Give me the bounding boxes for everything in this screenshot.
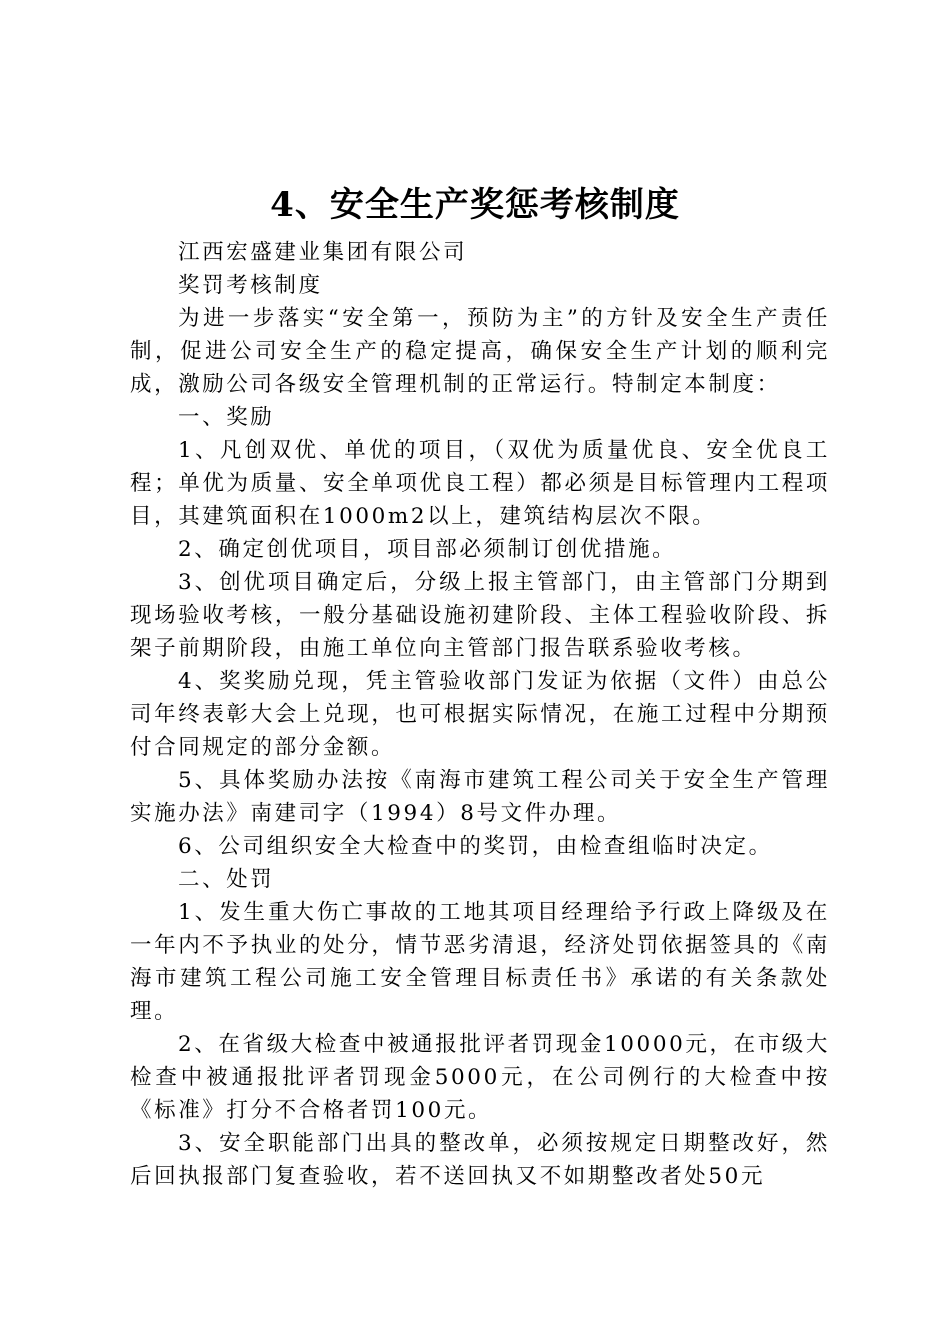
document-title: 4、安全生产奖惩考核制度 [270, 185, 680, 225]
company-name: 江西宏盛建业集团有限公司 [178, 240, 468, 265]
section-heading-rewards: 一、奖励 [178, 405, 275, 430]
reward-item-2: 2、确定创优项目，项目部必须制订创优措施。 [178, 537, 677, 562]
document-body [130, 236, 830, 1193]
penalty-item-3: 3、安全职能部门出具的整改单，必须按规定日期整改好，然后回执报部门复查验收，若不送回执又不如期整改者处50元 [130, 1131, 830, 1189]
reward-item-5: 5、具体奖励办法按《南海市建筑工程公司关于安全生产管理实施办法》南建司字（1994）8号文件办理。 [130, 768, 830, 826]
penalty-item-1: 1、发生重大伤亡事故的工地其项目经理给予行政上降级及在一年内不予执业的处分，情节恶劣清退，经济处罚依据签具的《南海市建筑工程公司施工安全管理目标责任书》承诺的有关条款处理。 [130, 900, 830, 1024]
intro-paragraph: 为进一步落实“安全第一，预防为主”的方针及安全生产责任制，促进公司安全生产的稳定提高，确保安全生产计划的顺利完成，激励公司各级安全管理机制的正常运行。特制定本制度： [130, 306, 830, 397]
reward-item-6: 6、公司组织安全大检查中的奖罚，由检查组临时决定。 [178, 834, 773, 859]
penalty-item-2: 2、在省级大检查中被通报批评者罚现金10000元，在市级大检查中被通报批评者罚现金5000元，在公司例行的大检查中按《标准》打分不合格者罚100元。 [130, 1032, 830, 1123]
regulation-name: 奖罚考核制度 [178, 273, 323, 298]
reward-item-1: 1、凡创双优、单优的项目，（双优为质量优良、安全优良工程；单优为质量、安全单项优良工程）都必须是目标管理内工程项目，其建筑面积在1000m2以上，建筑结构层次不限。 [130, 438, 830, 529]
reward-item-4: 4、奖奖励兑现，凭主管验收部门发证为依据（文件）由总公司年终表彰大会上兑现，也可根据实际情况，在施工过程中分期预付合同规定的部分金额。 [130, 669, 830, 760]
section-heading-penalties: 二、处罚 [178, 867, 275, 892]
reward-item-3: 3、创优项目确定后，分级上报主管部门，由主管部门分期到现场验收考核，一般分基础设施初建阶段、主体工程验收阶段、拆架子前期阶段，由施工单位向主管部门报告联系验收考核。 [130, 570, 830, 661]
